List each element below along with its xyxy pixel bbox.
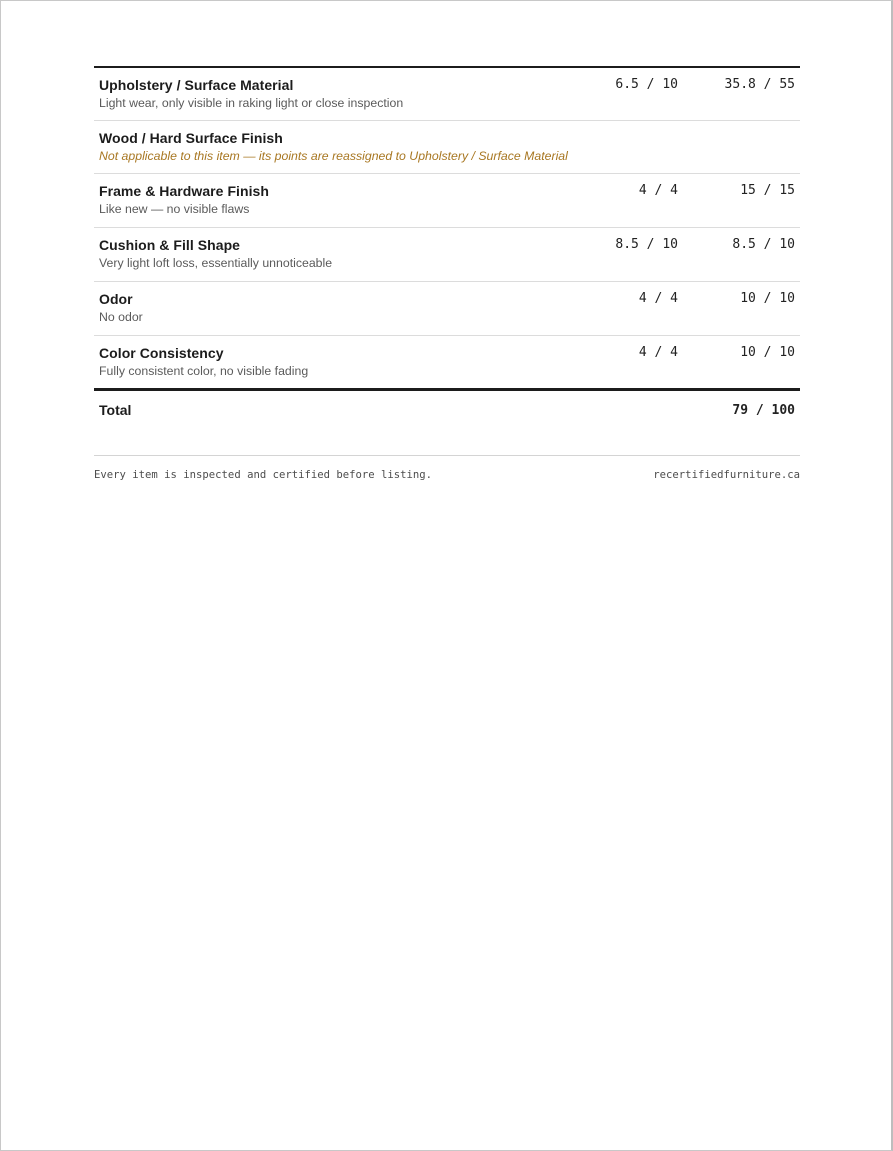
- report-footer: [94, 456, 800, 486]
- criterion-row-odor: [94, 282, 800, 336]
- criterion-description: Very light loft loss, essentially unnoticeable: [99, 256, 333, 270]
- criterion-name: Frame & Hardware Finish: [99, 183, 269, 199]
- condition-score: 4 / 4: [638, 345, 678, 360]
- criterion-name: Upholstery / Surface Material: [99, 77, 294, 93]
- total-score: 79 / 100: [732, 403, 795, 418]
- condition-score: 8.5 / 10: [615, 237, 678, 252]
- weighted-score: 10 / 10: [740, 291, 795, 306]
- condition-score: 4 / 4: [638, 291, 678, 306]
- criterion-description: Like new — no visible flaws: [99, 202, 250, 216]
- weighted-score: 15 / 15: [740, 183, 795, 198]
- not-applicable-note: Not applicable to this item — its points are reassigned to Upholstery / Surface Material: [99, 149, 568, 163]
- criterion-name: Color Consistency: [99, 345, 224, 361]
- condition-score-table: [94, 66, 800, 456]
- criterion-row-upholstery: [94, 68, 800, 121]
- condition-report: [94, 66, 800, 486]
- weighted-score: 35.8 / 55: [724, 77, 795, 92]
- total-row: [94, 391, 800, 456]
- total-label: Total: [99, 402, 132, 418]
- criterion-description: No odor: [99, 310, 143, 324]
- criterion-description: Light wear, only visible in raking light or close inspection: [99, 96, 404, 110]
- criterion-name: Cushion & Fill Shape: [99, 237, 241, 253]
- footer-certification-note: Every item is inspected and certified before listing.: [94, 469, 433, 481]
- weighted-score: 10 / 10: [740, 345, 795, 360]
- criterion-row-frame-hardware: [94, 174, 800, 228]
- criterion-name: Odor: [99, 291, 133, 307]
- criterion-row-cushion-fill: [94, 228, 800, 282]
- weighted-score: 8.5 / 10: [732, 237, 795, 252]
- criterion-row-color-consistency: [94, 336, 800, 391]
- condition-score: 6.5 / 10: [615, 77, 678, 92]
- condition-score: 4 / 4: [638, 183, 678, 198]
- footer-website: recertifiedfurniture.ca: [653, 469, 800, 481]
- criterion-description: Fully consistent color, no visible fading: [99, 364, 309, 378]
- criterion-name: Wood / Hard Surface Finish: [99, 130, 283, 146]
- criterion-row-wood-finish: [94, 121, 800, 174]
